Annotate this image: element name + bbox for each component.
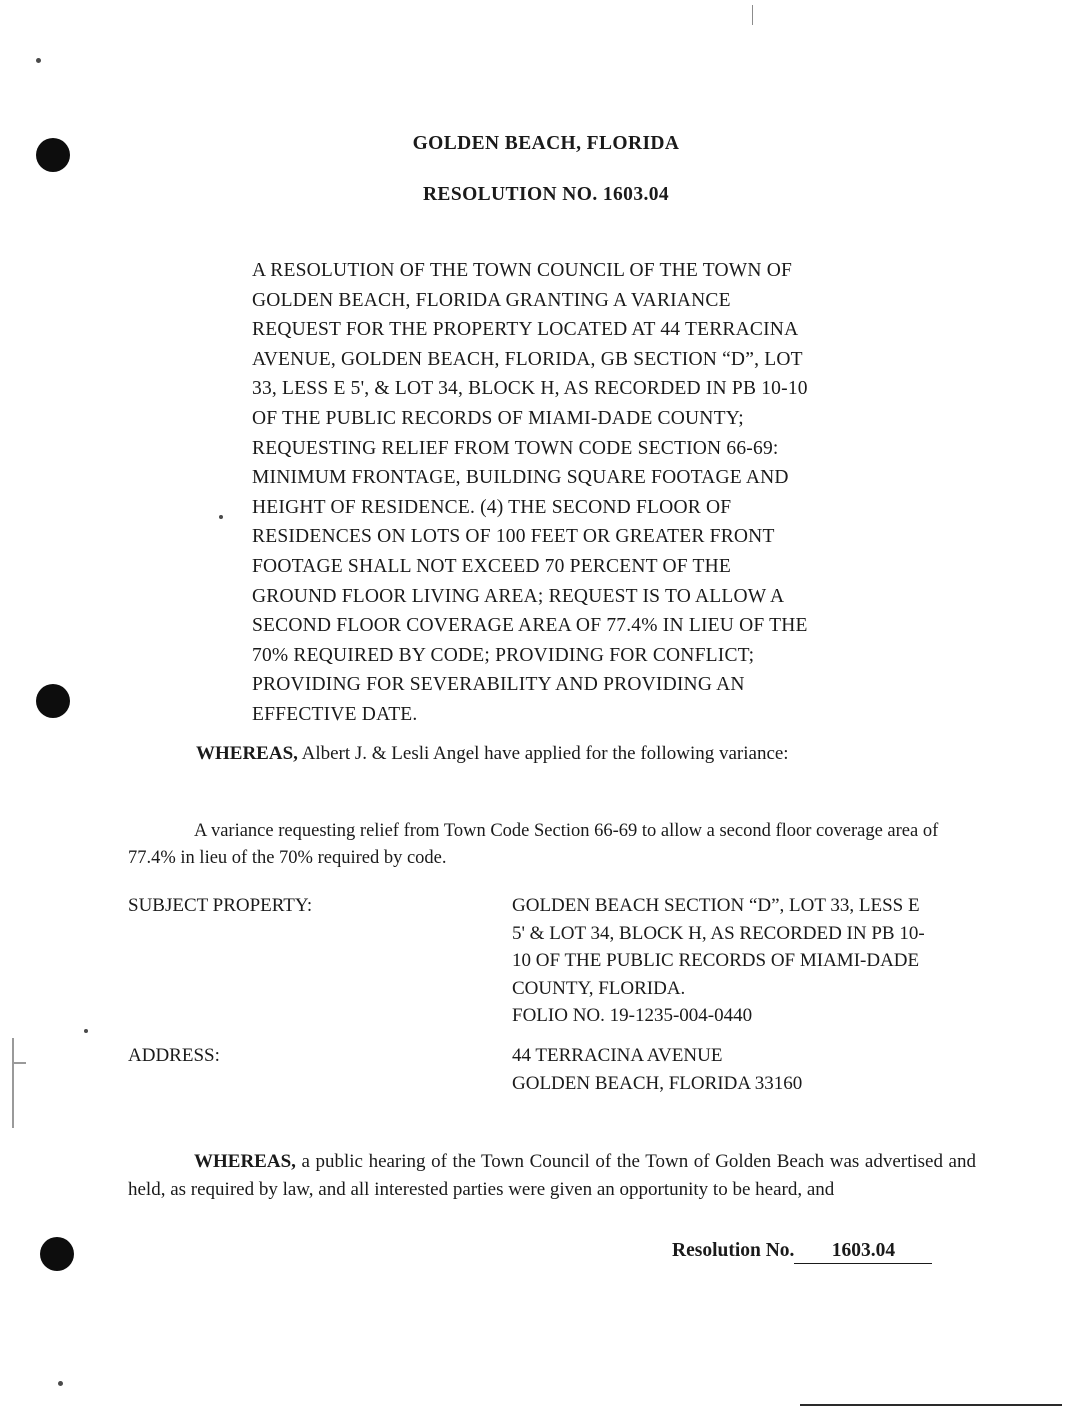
subject-property-line: 10 OF THE PUBLIC RECORDS OF MIAMI-DADE <box>512 950 920 971</box>
preamble-line: PROVIDING FOR SEVERABILITY AND PROVIDING AN <box>252 674 745 696</box>
hole-punch-mark-middle <box>36 684 70 718</box>
subject-property-line: COUNTY, FLORIDA. <box>512 977 686 999</box>
address-line: GOLDEN BEACH, FLORIDA 33160 <box>512 1072 803 1094</box>
preamble-line: RESIDENCES ON LOTS OF 100 FEET OR GREATER FRONT <box>252 526 775 548</box>
variance-request-paragraph: A variance requesting relief from Town Code Section 66-69 to allow a second floor coverage area of 77.4% in lieu of the 70% required by code. <box>128 821 939 868</box>
scan-speck <box>36 58 41 63</box>
preamble-line: OF THE PUBLIC RECORDS OF MIAMI-DADE COUNTY; <box>252 407 744 429</box>
footer-number: 1603.04 <box>794 1240 932 1264</box>
subject-property-line: GOLDEN BEACH SECTION “D”, LOT 33, LESS E <box>512 895 920 916</box>
preamble-line: HEIGHT OF RESIDENCE. (4) THE SECOND FLOOR OF <box>252 496 732 518</box>
scan-margin-mark <box>12 1038 14 1128</box>
whereas-label: WHEREAS, <box>194 1151 296 1172</box>
preamble-line: 70% REQUIRED BY CODE; PROVIDING FOR CONFLICT; <box>252 644 755 666</box>
scan-margin-mark <box>12 1062 26 1064</box>
preamble-line: REQUEST FOR THE PROPERTY LOCATED AT 44 TERRACINA <box>252 319 799 341</box>
subject-property-field <box>128 892 1008 1042</box>
scan-bottom-edge-artifact <box>800 1404 1062 1406</box>
address-field <box>128 1042 1008 1112</box>
whereas-label: WHEREAS, <box>196 743 298 764</box>
document-title-resolution-number: RESOLUTION NO. 1603.04 <box>422 184 670 205</box>
preamble-line: SECOND FLOOR COVERAGE AREA OF 77.4% IN LIEU OF THE <box>252 615 808 637</box>
preamble-line: 33, LESS E 5', & LOT 34, BLOCK H, AS RECORDED IN PB 10-10 <box>252 378 808 400</box>
subject-property-label: SUBJECT PROPERTY: <box>128 895 313 916</box>
preamble-line: GROUND FLOOR LIVING AREA; REQUEST IS TO ALLOW A <box>252 585 785 607</box>
scan-speck <box>219 515 223 519</box>
preamble-line: EFFECTIVE DATE. <box>252 703 418 725</box>
preamble-line: AVENUE, GOLDEN BEACH, FLORIDA, GB SECTION “D”, LOT <box>252 348 803 370</box>
address-value <box>512 1042 1006 1097</box>
document-title-jurisdiction: GOLDEN BEACH, FLORIDA <box>412 133 680 154</box>
subject-property-line: 5' & LOT 34, BLOCK H, AS RECORDED IN PB 10- <box>512 922 925 944</box>
page-footer-resolution-number <box>672 1240 932 1264</box>
scan-edge-artifact <box>752 5 753 25</box>
preamble-line: GOLDEN BEACH, FLORIDA GRANTING A VARIANCE <box>252 289 731 311</box>
scan-speck <box>58 1381 63 1386</box>
whereas-clause-public-hearing <box>128 1148 976 1203</box>
preamble-line: REQUESTING RELIEF FROM TOWN CODE SECTION 66-69: <box>252 437 779 459</box>
preamble-line: A RESOLUTION OF THE TOWN COUNCIL OF THE TOWN OF <box>252 260 793 281</box>
scan-speck <box>84 1029 88 1033</box>
address-line: 44 TERRACINA AVENUE <box>512 1045 723 1066</box>
subject-property-value <box>512 892 1006 1030</box>
footer-label: Resolution No. <box>672 1240 795 1261</box>
address-label: ADDRESS: <box>128 1045 220 1066</box>
preamble-line: MINIMUM FRONTAGE, BUILDING SQUARE FOOTAGE AND <box>252 467 789 489</box>
subject-property-folio: FOLIO NO. 19-1235-004-0440 <box>512 1005 753 1026</box>
whereas-text: Albert J. & Lesli Angel have applied for the following variance: <box>297 743 789 764</box>
preamble-line: FOOTAGE SHALL NOT EXCEED 70 PERCENT OF THE <box>252 555 731 577</box>
hole-punch-mark-bottom <box>40 1237 74 1271</box>
preamble-block <box>252 256 852 730</box>
whereas-clause-applicant <box>196 741 956 767</box>
whereas-text: a public hearing of the Town Council of the Town of Golden Beach was advertised and held, as required by law, and all interested parties were given an opportunity to be heard, and <box>128 1151 976 1200</box>
